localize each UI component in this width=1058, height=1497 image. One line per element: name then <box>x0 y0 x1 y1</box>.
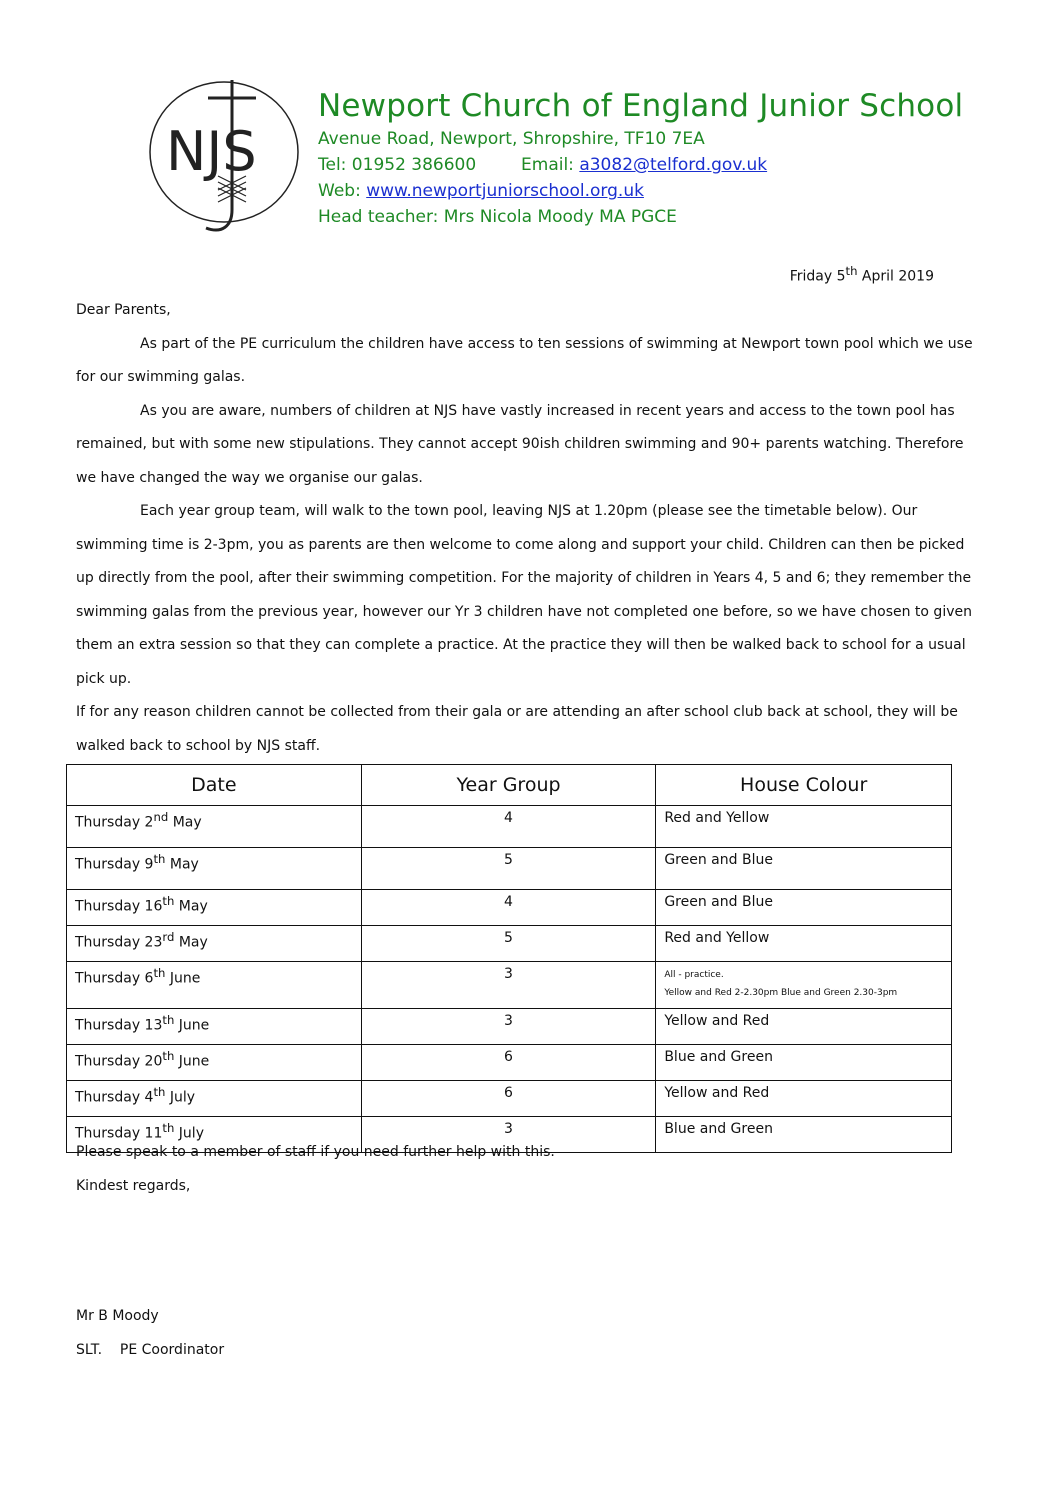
letter-body <box>76 294 982 763</box>
year-cell: 6 <box>361 1081 656 1117</box>
year-cell: 5 <box>361 848 656 890</box>
table-row <box>67 1009 952 1045</box>
paragraph-3: Each year group team, will walk to the town pool, leaving NJS at 1.20pm (please see the timetable below). Our swimming time is 2-3pm, you as parents are then welcome to come along and support your child. Children can then be picked up directly from the pool, after their swimming competition. For the majority of children in Years 4, 5 and 6; they remember the swimming galas from the previous year, however our Yr 3 children have not completed one before, so we have chosen to given them an extra session so that they can complete a practice. At the practice they will then be walked back to school for a usual pick up. <box>76 503 972 687</box>
house-cell: Green and Blue <box>656 890 952 926</box>
salutation: Dear Parents, <box>76 302 171 318</box>
signature-block <box>76 1300 224 1367</box>
school-logo <box>148 78 306 238</box>
table-row <box>67 1081 952 1117</box>
year-cell: 4 <box>361 806 656 848</box>
table-row <box>67 926 952 962</box>
house-cell: Yellow and Red <box>656 1081 952 1117</box>
signature-role: SLT. PE Coordinator <box>76 1341 225 1358</box>
date-cell: Thursday 11th July <box>67 1117 362 1153</box>
date-day: Friday 5 <box>789 268 846 285</box>
letter-date <box>790 264 934 285</box>
web-label: Web: <box>318 181 361 201</box>
date-cell: Thursday 2nd May <box>67 806 362 848</box>
web-line <box>318 178 963 204</box>
date-cell: Thursday 13th June <box>67 1009 362 1045</box>
column-header-year-group: Year Group <box>361 765 656 806</box>
swimming-timetable <box>66 764 952 1153</box>
date-cell: Thursday 9th May <box>67 848 362 890</box>
house-cell <box>656 962 952 1009</box>
date-cell: Thursday 16th May <box>67 890 362 926</box>
date-cell: Thursday 20th June <box>67 1045 362 1081</box>
telephone: Tel: 01952 386600 <box>318 155 477 175</box>
date-cell: Thursday 6th June <box>67 962 362 1009</box>
signature-name: Mr B Moody <box>76 1308 159 1324</box>
email-link[interactable]: a3082@telford.gov.uk <box>579 155 768 175</box>
table-row <box>67 962 952 1009</box>
table-header-row <box>67 765 952 806</box>
house-cell: Yellow and Red <box>656 1009 952 1045</box>
paragraph-1: As part of the PE curriculum the children have access to ten sessions of swimming at Newport town pool which we use for our swimming galas. <box>76 335 973 385</box>
date-cell: Thursday 4th July <box>67 1081 362 1117</box>
house-cell: Blue and Green <box>656 1117 952 1153</box>
logo-lettering: NJS <box>166 120 257 183</box>
year-cell: 5 <box>361 926 656 962</box>
year-cell: 6 <box>361 1045 656 1081</box>
house-cell: Green and Blue <box>656 848 952 890</box>
contact-line <box>318 152 963 178</box>
table-row <box>67 806 952 848</box>
house-cell: Red and Yellow <box>656 926 952 962</box>
school-header <box>318 86 963 230</box>
paragraph-4: If for any reason children cannot be collected from their gala or are attending an after school club back at school, they will be walked back to school by NJS staff. <box>76 704 958 754</box>
date-month-year: April 2019 <box>861 268 934 285</box>
table-row <box>67 890 952 926</box>
practice-label: All - practice. <box>664 970 724 980</box>
email-label: Email: <box>521 155 574 175</box>
column-header-house-colour: House Colour <box>656 765 952 806</box>
house-cell: Red and Yellow <box>656 806 952 848</box>
year-cell: 3 <box>361 1117 656 1153</box>
school-name: Newport Church of England Junior School <box>318 88 964 124</box>
school-address: Avenue Road, Newport, Shropshire, TF10 7EA <box>318 129 705 149</box>
house-cell: Blue and Green <box>656 1045 952 1081</box>
date-cell: Thursday 23rd May <box>67 926 362 962</box>
closing-help: Please speak to a member of staff if you need further help with this. <box>76 1144 555 1160</box>
practice-times: Yellow and Red 2-2.30pm Blue and Green 2.30-3pm <box>664 988 898 998</box>
year-cell: 4 <box>361 890 656 926</box>
letter-closing <box>76 1136 555 1203</box>
paragraph-2: As you are aware, numbers of children at NJS have vastly increased in recent years and access to the town pool has remained, but with some new stipulations. They cannot accept 90ish children swimming and 90+ parents watching. Therefore we have changed the way we organise our galas. <box>76 402 964 486</box>
table-row <box>67 1045 952 1081</box>
head-teacher: Head teacher: Mrs Nicola Moody MA PGCE <box>318 207 677 227</box>
year-cell: 3 <box>361 962 656 1009</box>
closing-regards: Kindest regards, <box>76 1177 191 1194</box>
date-suffix: th <box>845 264 858 278</box>
column-header-date: Date <box>67 765 362 806</box>
table-row <box>67 848 952 890</box>
year-cell: 3 <box>361 1009 656 1045</box>
website-link[interactable]: www.newportjuniorschool.org.uk <box>366 181 644 201</box>
